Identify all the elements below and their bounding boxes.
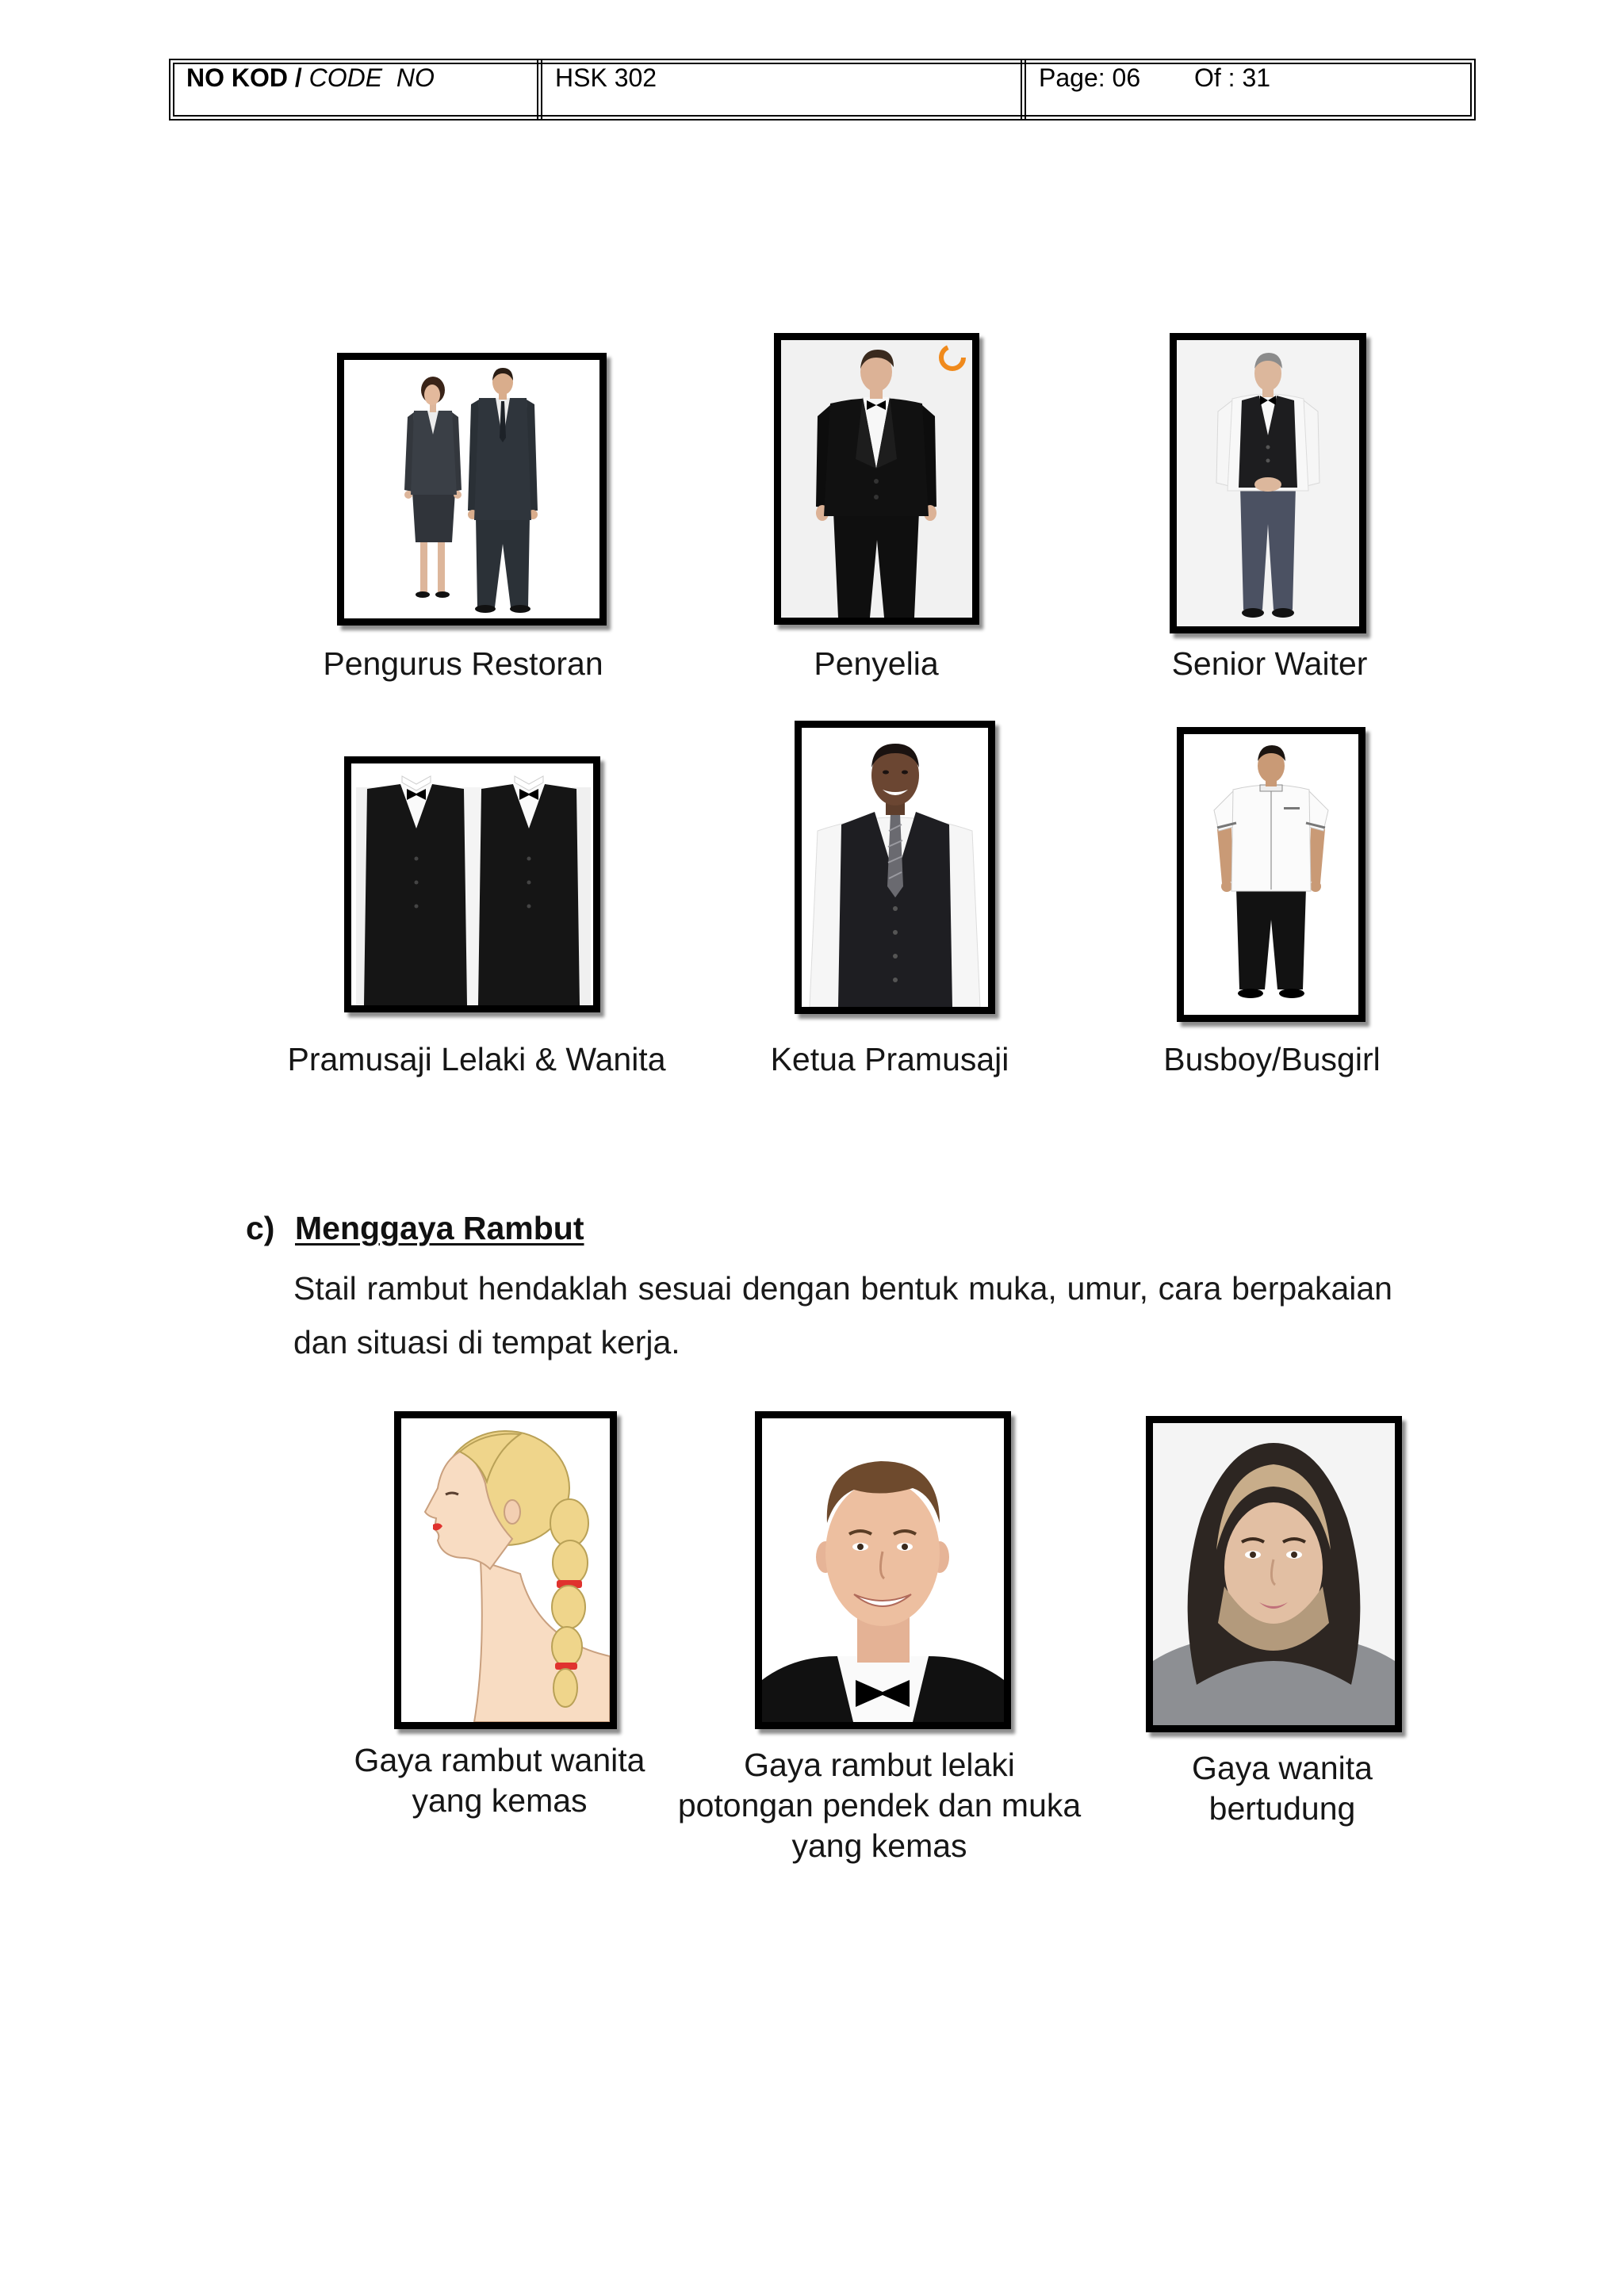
page-indicator xyxy=(1039,63,1140,93)
restaurant-manager-uniform-image xyxy=(344,360,599,618)
caption-line: bertudung xyxy=(1208,1790,1356,1827)
woman-hijab-image xyxy=(1153,1423,1395,1725)
photo-gaya-rambut-lelaki xyxy=(755,1411,1011,1729)
caption-busboy-busgirl: Busboy/Busgirl xyxy=(1163,1041,1381,1077)
head-waiter-uniform-image xyxy=(802,728,988,1007)
code-label-bold: NO KOD / xyxy=(186,63,302,92)
vest-right xyxy=(478,776,580,1005)
photo-pengurus-restoran xyxy=(337,353,607,626)
photo-pramusaji xyxy=(344,756,600,1012)
caption-senior-waiter: Senior Waiter xyxy=(1171,645,1368,682)
page-label: Page: xyxy=(1039,63,1105,92)
section-body-line: Stail rambut hendaklah sesuai dengan bentuk muka, umur, cara berpakaian xyxy=(293,1270,1392,1307)
senior-waiter-uniform-image xyxy=(1177,340,1359,626)
caption-gaya-wanita-bertudung xyxy=(1124,1748,1441,1829)
code-label-italic: CODE NO xyxy=(308,63,435,92)
header-divider xyxy=(1021,59,1026,121)
vest-left xyxy=(364,776,467,1005)
caption-line: yang kemas xyxy=(412,1782,588,1819)
code-value: HSK 302 xyxy=(555,63,657,92)
page-number: 06 xyxy=(1112,63,1141,92)
photo-ketua-pramusaji xyxy=(795,721,995,1014)
total-pages: 31 xyxy=(1242,63,1271,92)
caption-penyelia: Penyelia xyxy=(814,645,939,682)
of-label: Of : xyxy=(1194,63,1235,92)
woman-braided-hair-drawing xyxy=(401,1418,610,1722)
caption-gaya-rambut-lelaki xyxy=(673,1745,1086,1866)
photo-penyelia xyxy=(774,333,979,625)
man-short-hair-image xyxy=(762,1418,1004,1722)
caption-line: yang kemas xyxy=(791,1827,967,1864)
photo-busboy-busgirl xyxy=(1177,727,1365,1022)
header-divider xyxy=(537,59,542,121)
supervisor-uniform-image xyxy=(781,340,972,618)
photo-gaya-rambut-wanita xyxy=(394,1411,617,1729)
caption-pramusaji: Pramusaji Lelaki & Wanita xyxy=(287,1041,666,1077)
code-label xyxy=(186,63,435,93)
caption-line: Gaya rambut wanita xyxy=(354,1742,645,1778)
caption-line: potongan pendek dan muka xyxy=(677,1787,1082,1823)
caption-ketua-pramusaji: Ketua Pramusaji xyxy=(770,1041,1009,1077)
total-pages-indicator xyxy=(1194,63,1270,93)
waiter-vests-image xyxy=(351,763,593,1005)
busboy-uniform-image xyxy=(1184,734,1358,1015)
caption-pengurus-restoran: Pengurus Restoran xyxy=(323,645,603,682)
caption-line: Gaya wanita xyxy=(1192,1750,1373,1786)
section-marker: c) xyxy=(246,1210,275,1246)
photo-gaya-wanita-bertudung xyxy=(1146,1416,1402,1732)
section-body-line: dan situasi di tempat kerja. xyxy=(293,1324,680,1360)
section-heading: Menggaya Rambut xyxy=(295,1210,584,1246)
caption-gaya-rambut-wanita xyxy=(333,1740,666,1821)
caption-line: Gaya rambut lelaki xyxy=(744,1747,1015,1783)
photo-senior-waiter xyxy=(1170,333,1366,633)
